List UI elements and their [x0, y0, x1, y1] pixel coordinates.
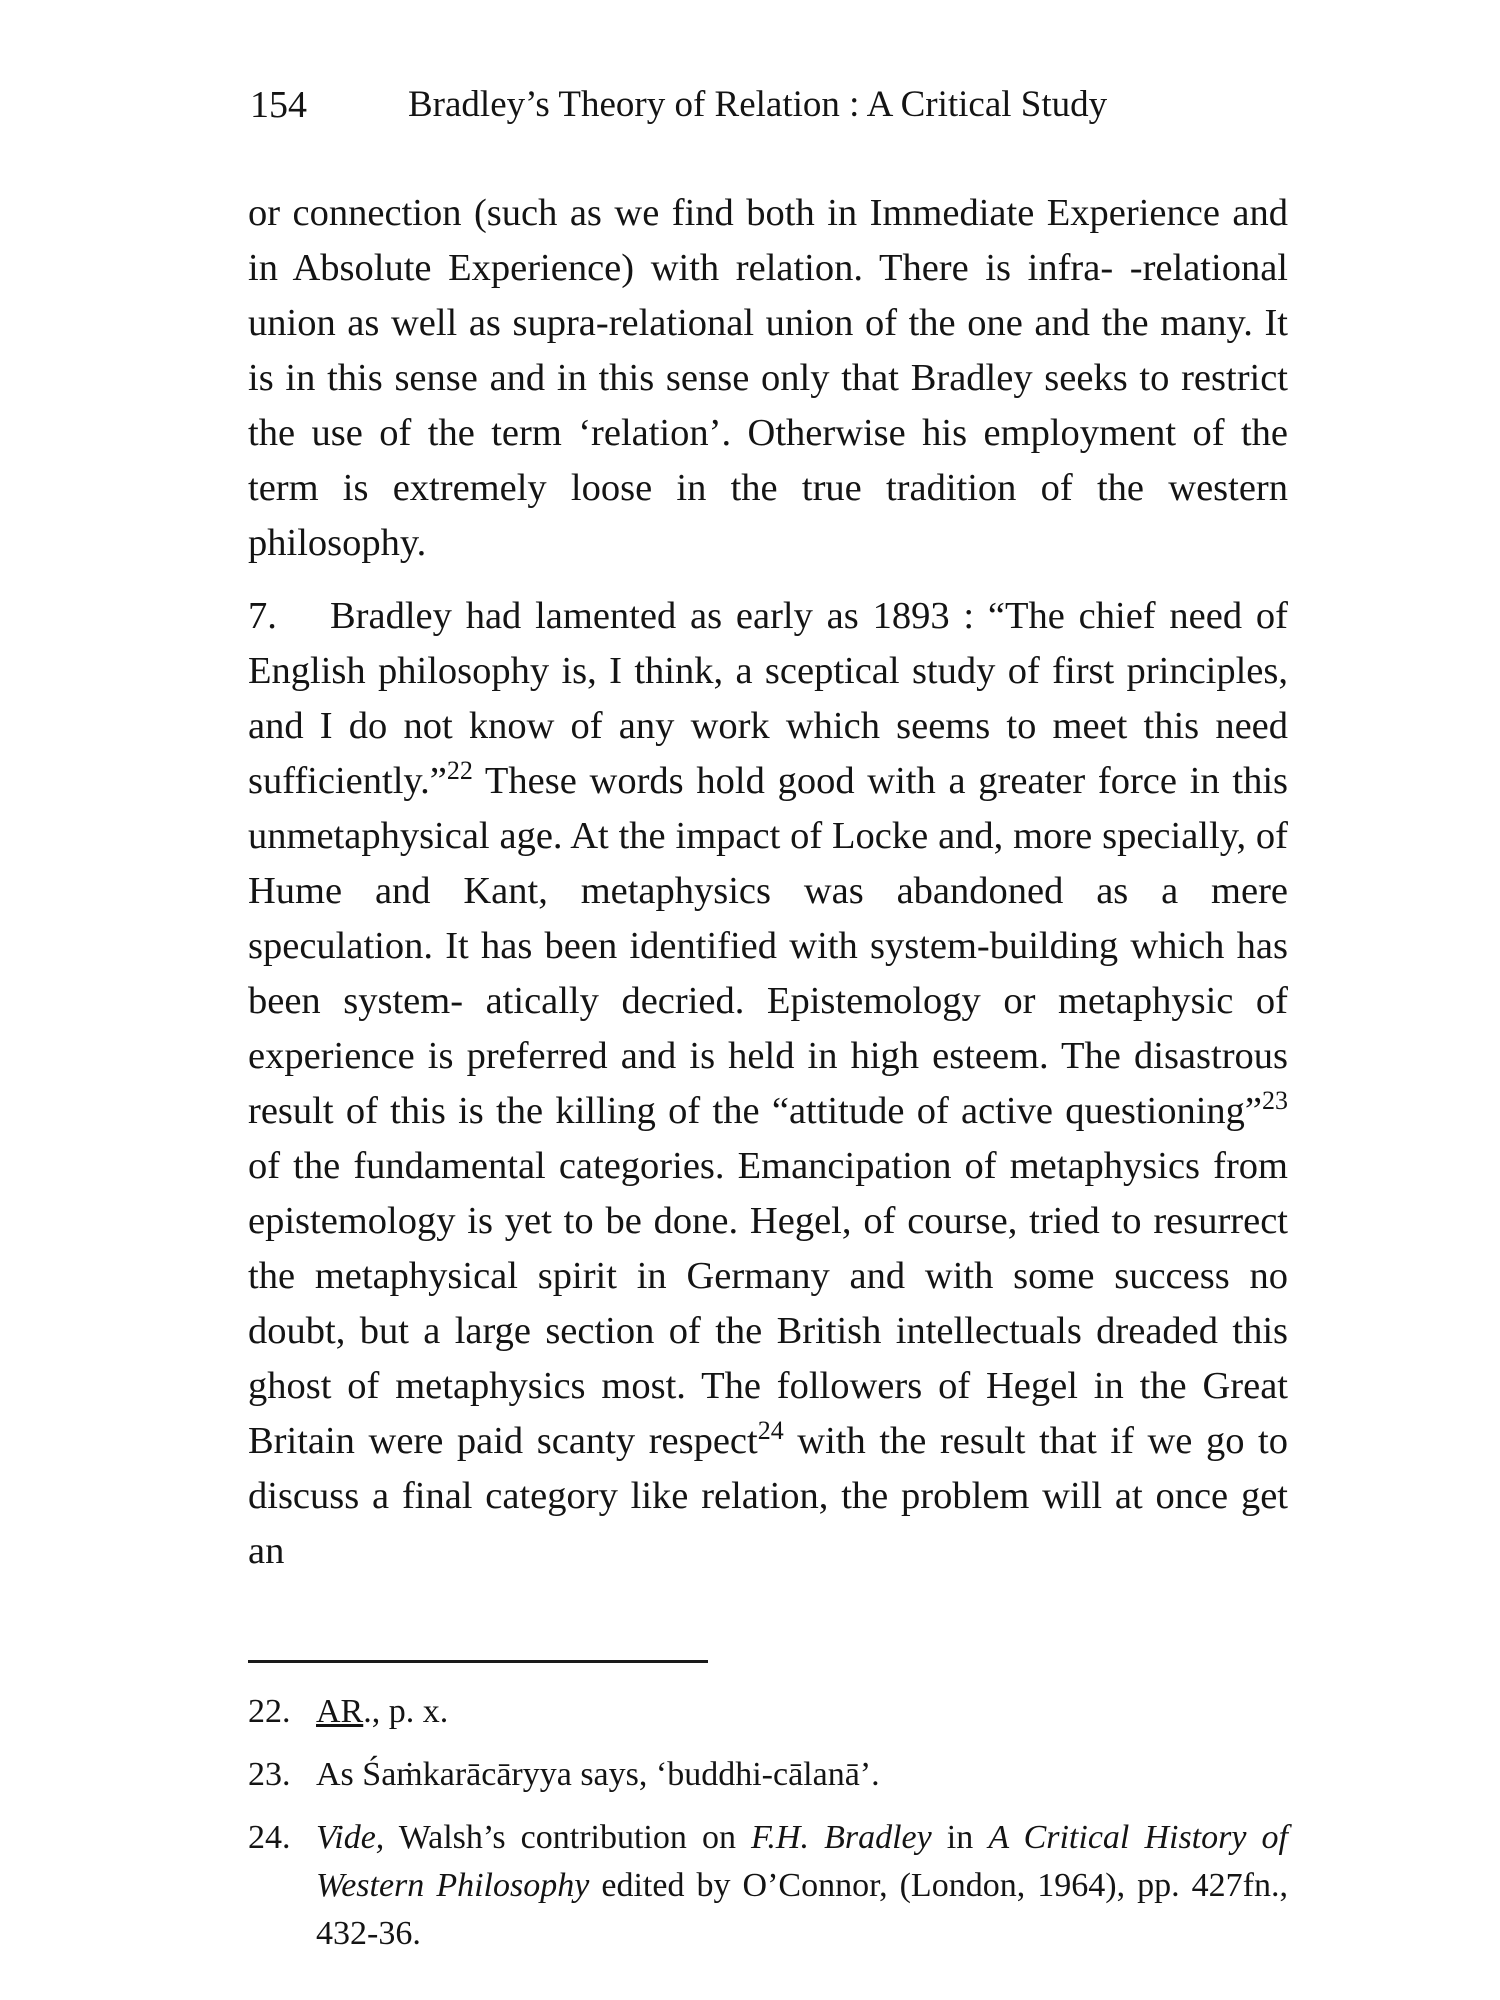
running-head: [250, 80, 1250, 130]
footnote-number: 23.: [248, 1756, 291, 1793]
footnote-abbreviation: AR: [316, 1693, 364, 1730]
paragraph-number: 7.: [248, 595, 277, 637]
page-number: 154: [250, 84, 307, 126]
running-title: Bradley’s Theory of Relation : A Critical Study: [408, 84, 1108, 125]
footnote-text: edited by O’Connor, (London, 1964), pp. 427fn., 432-36.: [316, 1867, 1288, 1952]
footnote-24: [248, 1814, 1288, 1958]
paragraph-text: with the result that if we go to discuss a final category like relation, the problem will at once get an: [248, 1420, 1288, 1572]
body-text: [248, 186, 1288, 1579]
footnotes: [248, 1688, 1288, 1973]
paragraph-text: Bradley had lamented as early as 1893 : “The chief need of English philosophy is, I think, a sceptical study of first principles, and I do not know of any work which seems to meet this need sufficiently.”: [248, 595, 1288, 802]
footnote-subject: F.H. Bradley: [751, 1819, 932, 1856]
footnote-ref: 24: [757, 1416, 784, 1445]
paragraph-continued: [248, 186, 1288, 571]
footnote-text: ., p. x.: [363, 1693, 449, 1730]
paragraph-7: [248, 589, 1288, 1579]
footnote-number: 22.: [248, 1693, 291, 1730]
footnote-22: [248, 1688, 1288, 1736]
footnote-divider: [248, 1660, 708, 1663]
footnote-ref: 22: [446, 756, 473, 785]
footnote-text: Walsh’s contribution on: [384, 1819, 752, 1856]
footnote-ref: 23: [1262, 1086, 1288, 1115]
footnote-23: [248, 1751, 1288, 1799]
paragraph-text: or connection (such as we find both in Immediate Experience and in Absolute Experience) with relation. There is infra- -relational union as well as supra-relational union of the one and the many. It is in this sense and in this sense only that Bradley seeks to restrict the use of the term ‘relation’. Otherwise his employment of the term is extremely loose in the true tradition of the western philosophy.: [248, 192, 1288, 564]
footnote-text: As Śaṁkarācāryya says, ‘buddhi-cālanā’.: [316, 1756, 880, 1793]
footnote-vide: Vide,: [316, 1819, 385, 1856]
paragraph-text: of the fundamental categories. Emancipation of metaphysics from epistemology is yet to be done. Hegel, of course, tried to resurrect the metaphysical spirit in Germany and with some success no doubt, but a large section of the British intellectuals dreaded this ghost of metaphysics most. The followers of Hegel in the Great Britain were paid scanty respect: [248, 1145, 1288, 1462]
footnote-number: 24.: [248, 1819, 291, 1856]
footnote-book-title: A Critical History of Western Philosophy: [316, 1819, 1288, 1904]
footnote-text: in: [931, 1819, 989, 1856]
paragraph-text: These words hold good with a greater force in this unmetaphysical age. At the impact of Locke and, more specially, of Hume and Kant, metaphysics was abandoned as a mere speculation. It has been identified with system-building which has been system- atically decried. Epistemology or metaphysic of experience is preferred and is held in high esteem. The disastrous result of this is the killing of the “attitude of active questioning”: [248, 760, 1288, 1132]
